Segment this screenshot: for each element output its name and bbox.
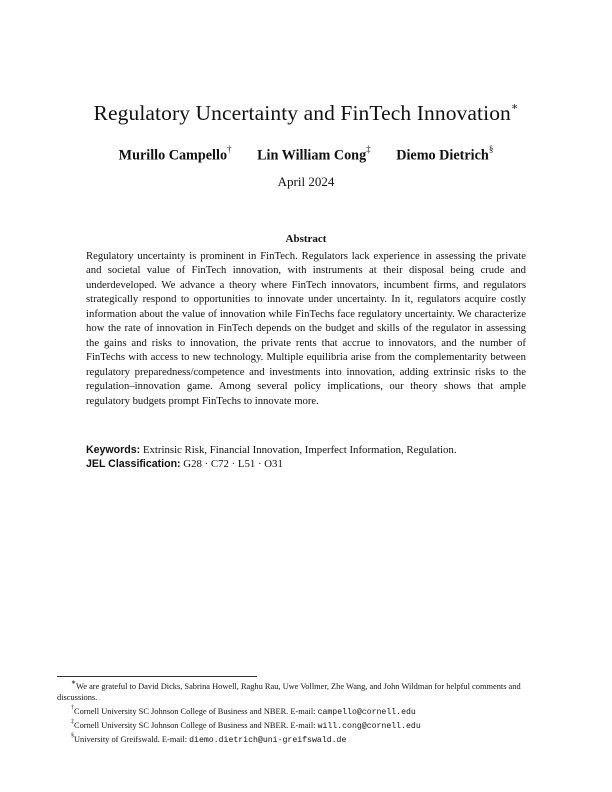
author-name: Lin William Cong (257, 147, 367, 164)
author-mark: § (488, 144, 494, 154)
footnote-dietrich (57, 732, 557, 746)
author-mark: ‡ (366, 144, 371, 154)
footnote-mark: † (71, 704, 74, 711)
keywords-line (86, 444, 546, 456)
author-list (0, 146, 612, 165)
footnote-text: We are grateful to David Dicks, Sabrina Howell, Raghu Rau, Uwe Vollmer, Zhe Wang, and John Wildman for helpful comments and discussions. (57, 681, 521, 703)
title-footnote-mark: ∗ (510, 100, 519, 113)
keywords-value: Extrinsic Risk, Financial Innovation, Imperfect Information, Regulation. (142, 444, 457, 456)
footnote-cong (57, 718, 557, 732)
footnote-text: Cornell University SC Johnson College of Business and NBER. E-mail: (74, 706, 318, 716)
footnote-campello (57, 704, 557, 718)
email-link[interactable]: diemo.dietrich@uni-greifswald.de (189, 735, 347, 745)
author-mark: † (227, 144, 232, 154)
footnote-text: Cornell University SC Johnson College of Business and NBER. E-mail: (74, 720, 318, 730)
abstract-text: Regulatory uncertainty is prominent in FinTech. Regulators lack experience in assessing the private and societal value of FinTech innovation, with instruments at their disposal being crude and underdeveloped. We advance a theory where FinTech innovators, incumbent firms, and regulators strategically respond to opportunities to innovate under uncertainty. In it, regulators acquire costly information about the value of innovation while FinTechs face regulatory uncertainty. We characterize how the rate of innovation in FinTech depends on the budget and skills of the regulator in assessing the gains and risks to innovation, the private rents that accrue to innovators, and the number of FinTechs with access to new technology. Multiple equilibria arise from the complementarity between regulatory preparedness/competence and investments into innovation, adding extrinsic risks to the regulation–innovation game. Among several policy implications, our theory shows that ample regulatory budgets prompt FinTechs to innovate more. (86, 250, 526, 407)
email-link[interactable]: will.cong@cornell.edu (317, 721, 421, 731)
jel-label: JEL Classification: (86, 458, 181, 470)
author-name: Diemo Dietrich (396, 147, 489, 164)
footnote-rule (57, 676, 257, 677)
paper-date: April 2024 (277, 174, 335, 189)
title-text: Regulatory Uncertainty and FinTech Innovation (93, 101, 511, 125)
email-link[interactable]: campello@cornell.edu (317, 707, 416, 717)
footnote-mark: ∗ (71, 680, 77, 686)
author-name: Murillo Campello (118, 147, 228, 164)
author-campello (119, 146, 232, 165)
jel-line (86, 458, 546, 470)
keywords-label: Keywords: (86, 444, 141, 456)
author-dietrich (396, 146, 493, 165)
footnote-text: University of Greifswald. E-mail: (74, 734, 190, 744)
author-cong (257, 146, 371, 165)
abstract-heading: Abstract (285, 233, 327, 245)
footnote-mark: § (71, 733, 74, 740)
footnotes (57, 679, 557, 746)
paper-title (0, 101, 612, 126)
footnote-acknowledgement (57, 679, 557, 704)
jel-value: G28 · C72 · L51 · O31 (183, 458, 283, 470)
footnote-mark: ‡ (71, 718, 74, 725)
